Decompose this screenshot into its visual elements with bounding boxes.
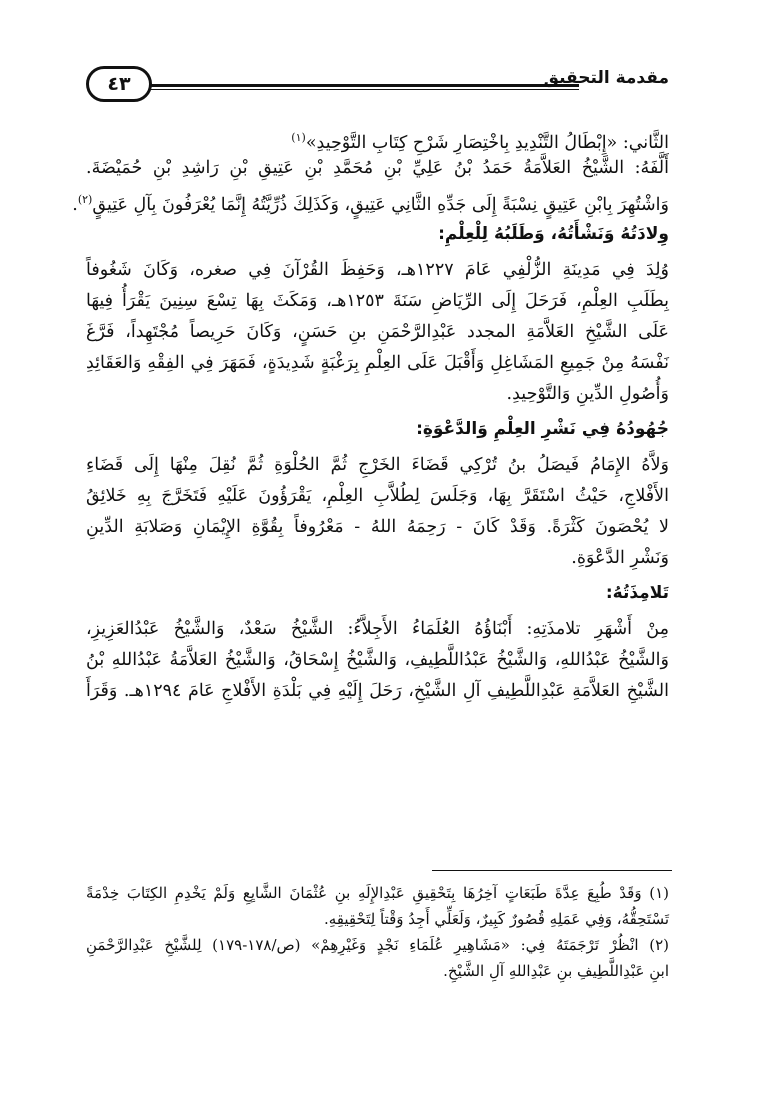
footnote-line: (٢) انْظُرْ تَرْجَمَتَهُ فِي: «مَشَاهِيرِ عُلَمَاءِ نَجْدٍ وَغَيْرِهِمْ» (ص/١٧٨-١٧٩) لِلشَّيْخِ عَبْدِالرَّحْمَنِ	[86, 936, 669, 954]
page-header	[86, 58, 669, 106]
footnote-line: ابنِ عَبْدِاللَّطِيفِ بنِ عَبْدِاللهِ آلِ الشَّيْخِ.	[443, 962, 669, 980]
section-heading: وِلادَتُهُ وَنَشْأَتُهُ، وَطَلَبُهُ لِلْعِلْمِ:	[438, 224, 669, 244]
text-line: وَلاَّهُ الإِمَامُ فَيصَلُ بنُ تُرْكِي قَضَاءَ الخَرْجِ ثُمَّ الحُلْوَةِ ثُمَّ نُقِلَ مِنْهَا إِلَى قَضَاءِ	[86, 455, 669, 475]
text-line: عَلَى الشَّيْخِ العَلاَّمَةِ المجدد عَبْدِالرَّحْمَنِ بنِ حَسَنٍ، وَكَانَ حَرِيصاً مُجْتَهِداً، فَرَّغَ	[86, 322, 669, 342]
text-line: وَاشْتُهِرَ بِابْنِ عَتِيقٍ نِسْبَةً إِلَى جَدِّهِ الثَّانِي عَتِيقٍ، وَكَذَلِكَ ذُرِّيَّتُهُ إِنَّمَا يُعْرَفُونَ بِآلِ عَتِيقٍ$^{(٢)}$.	[72, 193, 669, 215]
main-text	[72, 122, 669, 707]
running-title: مقدمة التحقيق	[543, 68, 669, 88]
text-line-content: وَاشْتُهِرَ بِابْنِ عَتِيقٍ نِسْبَةً إِلَى جَدِّهِ الثَّانِي عَتِيقٍ، وَكَذَلِكَ ذُرِّيَّتُهُ إِنَّمَا يُعْرَفُونَ بِآلِ عَتِيقٍ	[92, 194, 669, 215]
text-line: وَالشَّيْخُ عَبْدُاللهِ، وَالشَّيْخُ عَبْدُاللَّطِيفِ، وَالشَّيْخُ إِسْحَاقُ، وَالشَّيْخُ العَلاَّمَةُ عَبْدُاللهِ بْنُ	[86, 650, 669, 670]
section-heading: جُهُودُهُ فِي نَشْرِ العِلْمِ وَالدَّعْوَةِ:	[416, 419, 669, 439]
section-heading: تَلامِذَتُهُ:	[605, 583, 669, 603]
footnote-ref: (٢)	[77, 193, 93, 206]
text-line: وَنَشْرِ الدَّعْوَةِ.	[571, 548, 669, 568]
text-line: لا يُحْصَونَ كَثْرَةً. وَقَدْ كَانَ - رَحِمَهُ اللهُ - مَعْرُوفاً بِقُوَّةِ الإِيْمَانِ وَصَلابَةِ الدِّينِ	[86, 517, 669, 537]
text-line: بِطَلَبِ العِلْمِ، فَرَحَلَ إِلَى الرِّيَاضِ سَنَةَ ١٢٥٣هـ، وَمَكَثَ بِهَا تِسْعَ سِنِينَ يَقْرَأُ فِيهَا	[86, 291, 669, 311]
header-rule	[146, 84, 579, 87]
footnote-line: تَسْتَحِقُّهُ، وَفِي عَمَلِهِ قُصُورٌ كَبِيرٌ، وَلَعَلِّي أَجِدُ وَقْتاً لِتَحْقِيقِهِ.	[323, 910, 669, 928]
text-line: وَأُصُولِ الدِّينِ وَالتَّوْحِيدِ.	[506, 384, 669, 404]
footnote-ref: (١)	[291, 131, 306, 144]
footnote-separator	[432, 870, 672, 871]
footnotes	[86, 880, 669, 984]
page-number: ٤٣	[86, 66, 152, 102]
text-line: أَلَّفَهُ: الشَّيْخُ العَلاَّمَةُ حَمَدُ بْنُ عَلِيِّ بْنِ مُحَمَّدِ بْنِ عَتِيقِ بْنِ رَاشِدِ بْنِ حُمَيْضَةَ.	[86, 158, 669, 178]
text-line: نَفْسَهُ مِنْ جَمِيعِ المَشَاغِلِ وَأَقْبَلَ عَلَى العِلْمِ بِرَغْبَةٍ شَدِيدَةٍ، فَمَهَرَ فِي الفِقْهِ وَالعَقَائِدِ	[86, 353, 669, 373]
text-line: وُلِدَ فِي مَدِينَةِ الزُّلْفِي عَامَ ١٢٢٧هـ، وَحَفِظَ القُرْآنَ فِي صغره، وَكَانَ شَغُوفاً	[86, 260, 669, 280]
text-line	[86, 122, 669, 153]
footnote-line: (١) وَقَدْ طُبِعَ عِدَّةَ طَبَعَاتٍ آخِرُهَا بِتَحْقِيقِ عَبْدِالإِلَهِ بنِ عُثْمَانَ الشَّايِعِ وَلَمْ يَخْدِمِ الكِتَابَ خِدْمَةً	[86, 884, 669, 902]
text-line: الشَّيْخِ العَلاَّمَةِ عَبْدِاللَّطِيفِ آلِ الشَّيْخِ، رَحَلَ إِلَيْهِ فِي بَلْدَةِ الأَفْلاجِ عَامَ ١٢٩٤هـ. وَقَرَأَ	[86, 681, 669, 701]
text-line: مِنْ أَشْهَرِ تلامذَتِهِ: أَبْنَاؤُهُ العُلَمَاءُ الأَجِلاَّءُ: الشَّيْخُ سَعْدٌ، وَالشَّيْخُ عَبْدُالعَزِيزِ،	[86, 619, 669, 639]
header-rule-thin	[146, 89, 579, 90]
text-line-content: الثَّاني: «إِبْطَالُ التَّنْدِيدِ بِاخْتِصَارِ شَرْحِ كِتَابِ التَّوْحِيدِ»	[305, 132, 669, 153]
text-line: الأَفْلاجِ، حَيْثُ اسْتَقَرَّ بِهَا، وَجَلَسَ لِطُلاَّبِ العِلْمِ، يَقْرَؤُونَ عَلَيْهِ فَتَخَرَّجَ بِهِ خَلائِقُ	[86, 486, 669, 506]
